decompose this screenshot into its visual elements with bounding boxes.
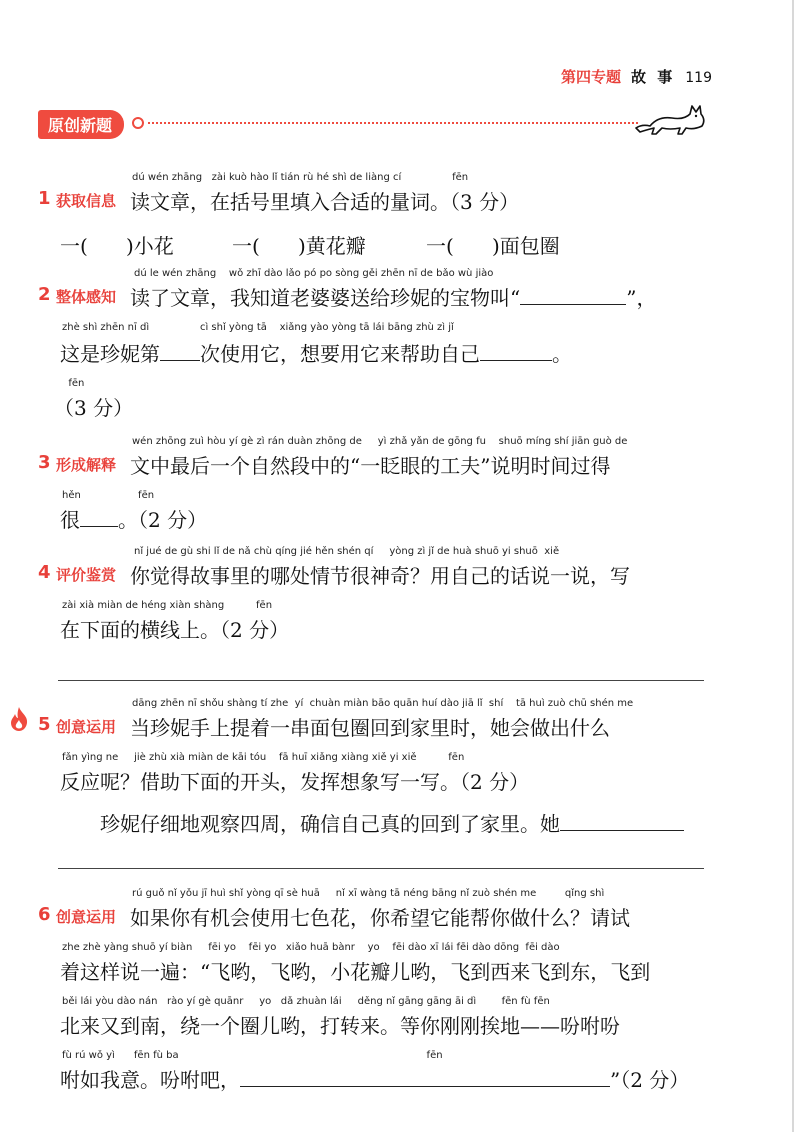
q5-pinyin-2: fǎn yìng ne jiè zhù xià miàn de kāi tóu fā huī xiǎng xiàng xiě yi xiě fēn: [62, 752, 465, 763]
q3-pinyin-2: hěn fēn: [62, 490, 155, 501]
q1-fill-bread: 一( )面包圈: [426, 234, 560, 258]
q2-pinyin-3: fēn: [62, 378, 85, 389]
q6-blank-wish[interactable]: [240, 1086, 610, 1087]
q3-tag: 形成解释: [56, 456, 117, 474]
q3-text-2: 很 。（2 分）: [60, 508, 208, 532]
q2-text-1: 读了文章，我知道老婆婆送给珍妮的宝物叫“ ”，: [130, 286, 657, 310]
q5-pinyin-1: dāng zhēn nī shǒu shàng tí zhe yí chuàn miàn bāo quān huí dào jiā lǐ shí tā huì zuò chū shén me: [132, 698, 634, 709]
q4-text-2: 在下面的横线上。（2 分）: [60, 618, 290, 642]
q3-pinyin-1: wén zhōng zuì hòu yí gè zì rán duàn zhōng de yì zhǎ yǎn de gōng fu shuō míng shí jiān guò de: [132, 436, 628, 447]
q2-blank-help[interactable]: [480, 360, 552, 361]
q2-number: 2: [38, 284, 51, 305]
q6-text-1: 如果你有机会使用七色花，你希望它能帮你做什么？请试: [130, 906, 630, 930]
q2-tag: 整体感知: [56, 288, 117, 306]
q2-blank-treasure[interactable]: [520, 304, 626, 305]
q6-text-2: 着这样说一遍：“飞哟，飞哟，小花瓣儿哟，飞到西来飞到东，飞到: [60, 960, 651, 984]
page-header: [561, 66, 712, 87]
q6-pinyin-3: běi lái yòu dào nán rào yí gè quānr yo dǎ zhuàn lái děng nǐ gāng gāng āi dì fēn fù fēn: [62, 996, 550, 1007]
q4-number: 4: [38, 562, 51, 583]
q5-text-2: 反应呢？借助下面的开头，发挥想象写一写。（2 分）: [60, 770, 530, 794]
q2-pinyin-1: dú le wén zhāng wǒ zhī dào lǎo pó po sòng gěi zhēn nī de bǎo wù jiào: [134, 268, 494, 279]
q2-pinyin-2: zhè shì zhēn nī dì cì shǐ yòng tā xiǎng yào yòng tā lái bāng zhù zì jǐ: [62, 322, 454, 333]
q5-blank-start[interactable]: [560, 830, 684, 831]
q1-pinyin: dú wén zhāng zài kuò hào lǐ tián rù hé shì de liàng cí fēn: [132, 172, 469, 183]
q3-blank-speed[interactable]: [80, 526, 118, 527]
q3-number: 3: [38, 452, 51, 473]
q6-pinyin-2: zhe zhè yàng shuō yí biàn fēi yo fēi yo xiǎo huā bànr yo fēi dào xī lái fēi dào dōng fēi dào: [62, 942, 560, 953]
q5-tag: 创意运用: [56, 718, 117, 736]
q5-answer-line[interactable]: [58, 868, 704, 869]
q4-text-1: 你觉得故事里的哪处情节很神奇？用自己的话说一说，写: [130, 564, 630, 588]
q6-text-4: 咐如我意。吩咐吧， ”（2 分）: [60, 1068, 690, 1092]
q1-fill-flower: 一( )小花: [60, 234, 174, 258]
q4-pinyin-1: nǐ jué de gù shi lǐ de nǎ chù qíng jié hěn shén qí yòng zì jǐ de huà shuō yi shuō xiě: [134, 546, 560, 557]
q6-number: 6: [38, 904, 51, 925]
chapter-label: 故 事: [631, 68, 676, 86]
q5-number: 5: [38, 714, 51, 735]
q4-tag: 评价鉴赏: [56, 566, 117, 584]
flame-icon: [8, 706, 30, 732]
topic-label: 第四专题: [561, 68, 622, 86]
q2-text-2: 这是珍妮第 次使用它，想要用它来帮助自己 。: [60, 342, 572, 366]
q6-pinyin-4: fù rú wǒ yì fēn fù ba fēn: [62, 1050, 443, 1061]
q6-tag: 创意运用: [56, 908, 117, 926]
section-badge: 原创新题: [38, 110, 124, 139]
q4-answer-line[interactable]: [58, 680, 704, 681]
q6-pinyin-1: rú guǒ nǐ yǒu jī huì shǐ yòng qī sè huā nǐ xī wàng tā néng bāng nǐ zuò shén me qǐng shì: [132, 888, 605, 899]
q2-text-3: （3 分）: [54, 396, 134, 420]
q6-text-3: 北来又到南，绕一个圈儿哟，打转来。等你刚刚挨地——吩咐吩: [60, 1014, 620, 1038]
q5-text-1: 当珍妮手上提着一串面包圈回到家里时，她会做出什么: [130, 716, 610, 740]
q2-blank-times[interactable]: [160, 360, 200, 361]
q1-tag: 获取信息: [56, 192, 117, 210]
q1-text: 读文章，在括号里填入合适的量词。（3 分）: [130, 190, 520, 214]
q4-pinyin-2: zài xià miàn de héng xiàn shàng fēn: [62, 600, 273, 611]
q1-fill-petal: 一( )黄花瓣: [232, 234, 366, 258]
page-number: 119: [685, 70, 712, 86]
q3-text-1: 文中最后一个自然段中的“一眨眼的工夫”说明时间过得: [130, 454, 611, 478]
page-edge: [792, 0, 794, 1132]
q1-number: 1: [38, 188, 51, 209]
cat-icon: [632, 98, 712, 138]
q5-text-3: 珍妮仔细地观察四周，确信自己真的回到了家里。她: [100, 808, 684, 837]
dotted-divider: [148, 122, 638, 124]
badge-dot: [132, 117, 144, 129]
